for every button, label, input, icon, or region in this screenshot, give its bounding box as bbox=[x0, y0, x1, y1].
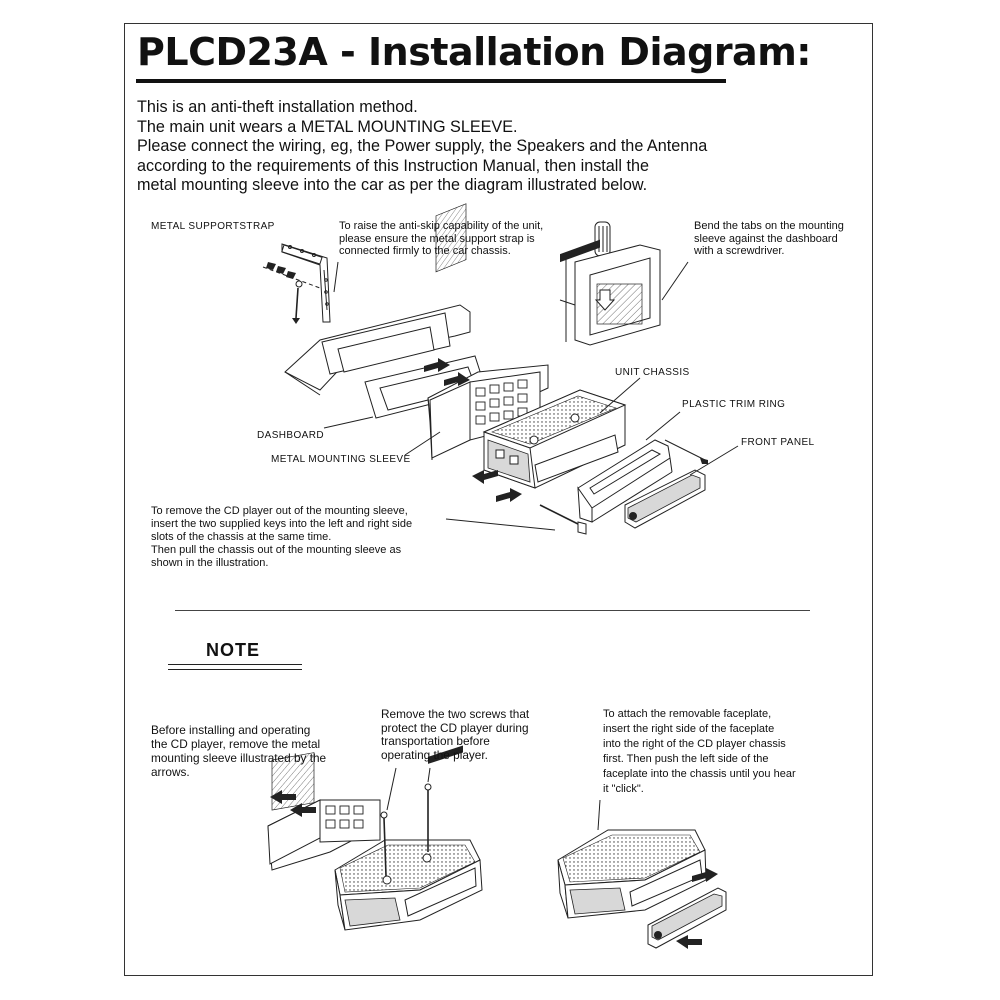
note-line: please ensure the metal support strap is bbox=[339, 232, 535, 245]
screwdriver-bending-drawing bbox=[560, 222, 688, 345]
note-line: into the right of the CD player chassis bbox=[603, 738, 786, 750]
intro-line: metal mounting sleeve into the car as per the diagram illustrated below. bbox=[137, 176, 648, 195]
note-line: sleeve against the dashboard bbox=[694, 232, 838, 245]
intro-line: Please connect the wiring, eg, the Power supply, the Speakers and the Antenna bbox=[137, 137, 708, 156]
label-front-panel: FRONT PANEL bbox=[741, 437, 815, 448]
note-line: the CD player, remove the metal bbox=[151, 737, 321, 751]
note-line: mounting sleeve illustrated by the bbox=[151, 751, 327, 765]
intro-line: according to the requirements of this Instruction Manual, then install the bbox=[137, 156, 649, 175]
note-line: To raise the anti-skip capability of the unit, bbox=[339, 220, 544, 232]
note-remove-screws bbox=[381, 708, 529, 762]
note-line: Remove the two screws that bbox=[381, 707, 530, 721]
note-line: shown in the illustration. bbox=[151, 557, 269, 569]
note-attach-faceplate bbox=[603, 707, 796, 797]
note-before-installing bbox=[151, 723, 326, 779]
note-line: it "click". bbox=[603, 783, 644, 795]
note-line: transportation before bbox=[381, 734, 490, 748]
support-strap-drawing bbox=[263, 244, 338, 324]
removal-key-icon bbox=[446, 505, 586, 534]
note-line: operating the player. bbox=[381, 747, 488, 762]
note-line: To remove the CD player out of the mounting sleeve, bbox=[151, 505, 408, 517]
note-line: protect the CD player during bbox=[381, 720, 529, 735]
note-line: first. Then push the left side of the bbox=[603, 753, 769, 765]
note-remove-cd bbox=[151, 505, 412, 570]
note-line: with a screwdriver. bbox=[694, 245, 785, 257]
note-underline bbox=[168, 664, 302, 665]
note-line: insert the right side of the faceplate bbox=[603, 723, 775, 735]
page-title: PLCD23A - Installation Diagram: bbox=[137, 30, 811, 74]
section-divider bbox=[175, 610, 810, 611]
note-line: arrows. bbox=[151, 765, 190, 779]
label-unit-chassis: UNIT CHASSIS bbox=[615, 367, 690, 378]
screw-icon bbox=[266, 262, 302, 324]
note-anti-skip bbox=[339, 220, 543, 258]
note-heading: NOTE bbox=[206, 640, 261, 660]
label-dashboard: DASHBOARD bbox=[257, 430, 324, 441]
note-underline bbox=[168, 669, 302, 670]
intro-line: This is an anti-theft installation method. bbox=[137, 98, 418, 116]
note-line: Then pull the chassis out of the mounting sleeve as bbox=[151, 544, 402, 556]
label-metal-mounting-sleeve: METAL MOUNTING SLEEVE bbox=[271, 454, 411, 465]
note-line: faceplate into the chassis until you hear bbox=[603, 768, 796, 780]
intro-line: The main unit wears a METAL MOUNTING SLEEVE. bbox=[137, 117, 518, 136]
note-line: connected firmly to the car chassis. bbox=[339, 245, 511, 257]
attach-faceplate-drawing bbox=[558, 800, 726, 949]
note-line: insert the two supplied keys into the left and right side bbox=[151, 518, 413, 530]
note-line: To attach the removable faceplate, bbox=[603, 708, 772, 720]
note-line: Bend the tabs on the mounting bbox=[694, 220, 844, 232]
label-metal-support-strap: METAL SUPPORTSTRAP bbox=[151, 221, 275, 232]
note-bend-tabs bbox=[694, 220, 844, 258]
note-line: Before installing and operating bbox=[151, 723, 311, 737]
note-line: slots of the chassis at the same time. bbox=[151, 531, 332, 543]
label-plastic-trim-ring: PLASTIC TRIM RING bbox=[682, 399, 786, 410]
